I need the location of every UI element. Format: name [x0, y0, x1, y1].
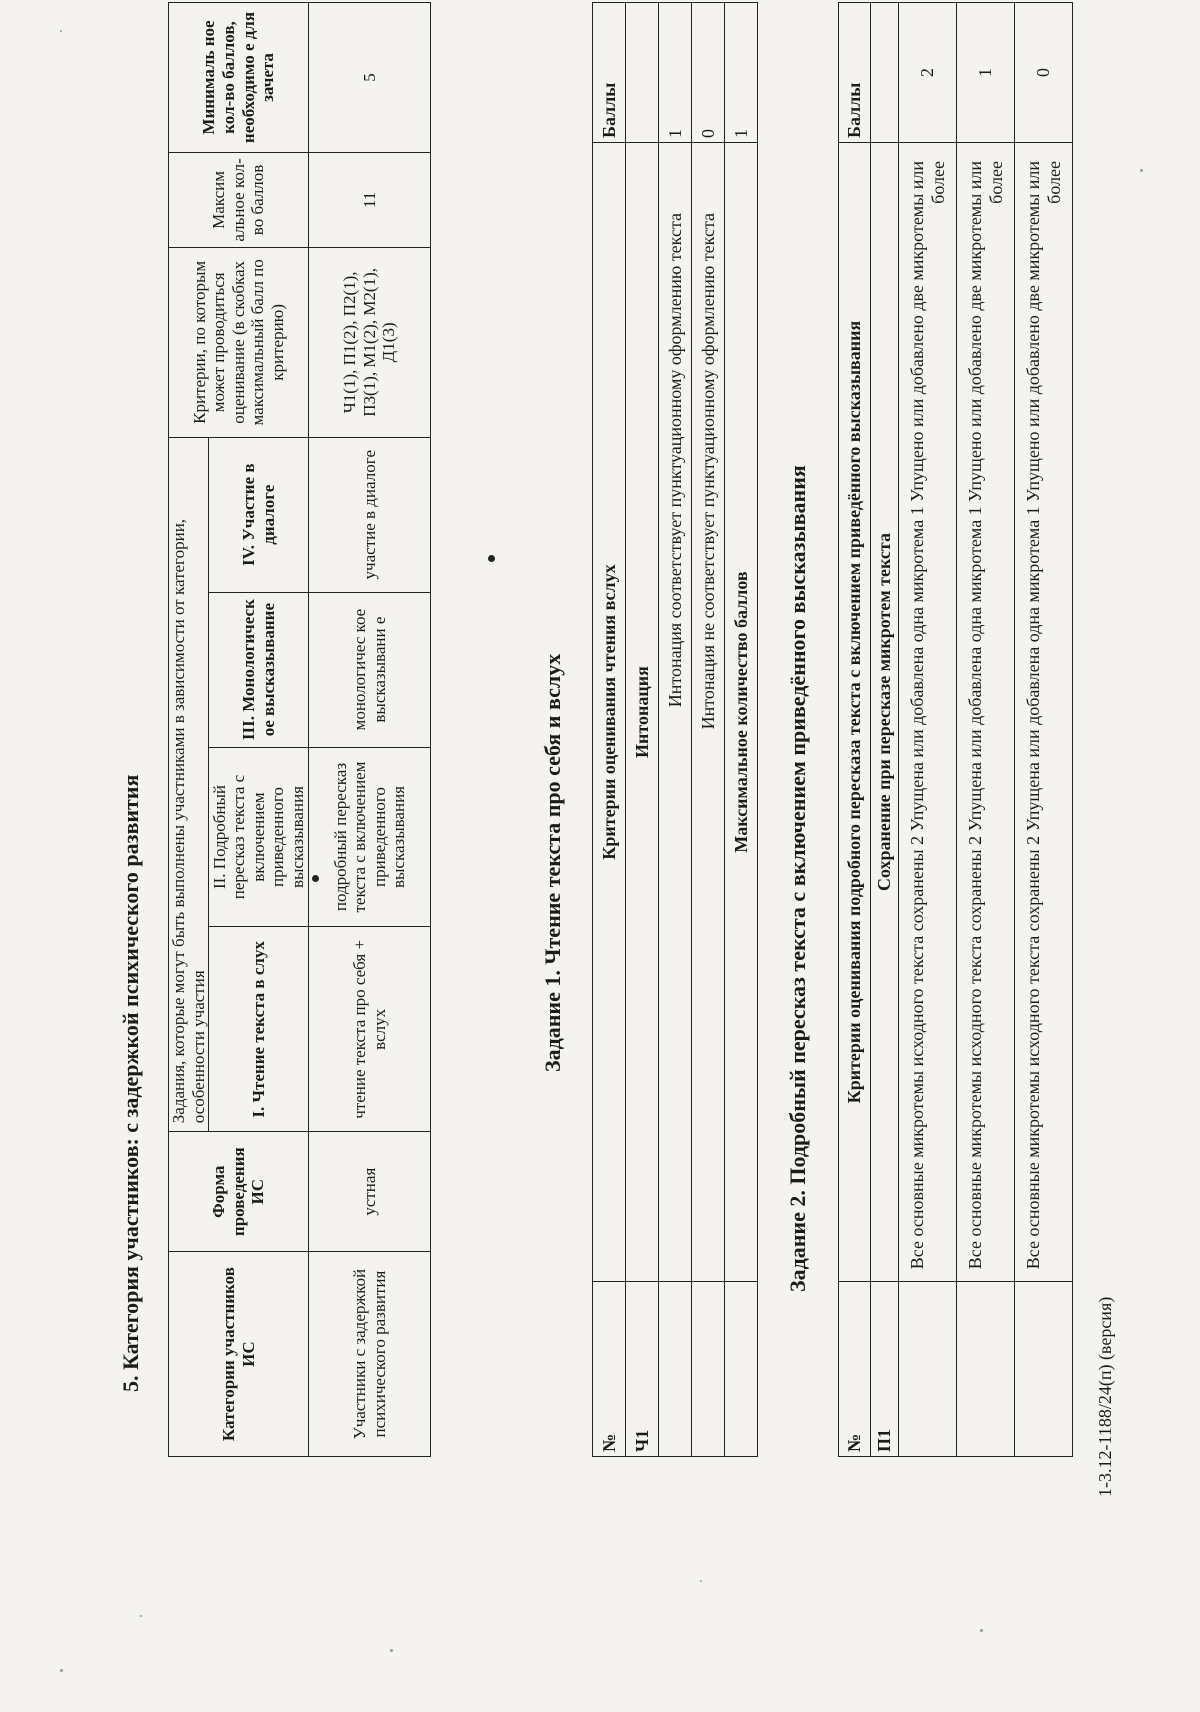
criterion-group-points	[871, 3, 899, 143]
criterion-group-points	[626, 3, 659, 143]
criterion-group: Сохранение при пересказе микротем текста	[871, 142, 899, 1281]
header-tasks: Задания, которые могут быть выполнены участниками в зависимости от категории, особенности участия	[169, 437, 209, 1131]
cell-criteria: Ч1(1), П1(2), П2(1), П3(1), М1(2), М2(1), Д1(3)	[309, 247, 431, 437]
header-criteria: Критерии оценивания подробного пересказа текста с включением приведённого высказывания	[839, 142, 871, 1281]
scan-speck	[60, 1669, 63, 1672]
row-empty-no	[692, 1282, 725, 1457]
header-task1: I. Чтение текста в слух	[209, 927, 309, 1132]
scan-speck	[312, 875, 319, 882]
cell-min: 5	[309, 3, 431, 153]
criterion-code: Ч1	[626, 1282, 659, 1457]
max-points-value: 1	[725, 3, 758, 143]
cell-category: Участники с задержкой психического развития	[309, 1252, 431, 1457]
section-title: 5. Категория участников: с задержкой психического развития	[118, 774, 143, 1392]
row-empty-no	[659, 1282, 692, 1457]
footer-code: 1-3.12-1188/24(п) (версия)	[1095, 1296, 1115, 1497]
scan-speck	[1140, 169, 1143, 172]
row-empty-no	[1015, 1282, 1073, 1457]
header-points: Баллы	[593, 3, 626, 143]
criterion-row: Все основные микротемы исходного текста сохранены 2 Упущена или добавлена одна микротема 1 Упущено или добавлено две микротемы или более	[1015, 142, 1073, 1281]
criterion-row: Все основные микротемы исходного текста сохранены 2 Упущена или добавлена одна микротема 1 Упущено или добавлено две микротемы или более	[899, 142, 957, 1281]
cell-task4: участие в диалоге	[309, 437, 431, 592]
criterion-row: Интонация соответствует пунктуационному оформлению текста	[659, 142, 692, 1281]
header-min: Минималь ное кол-во баллов, необходимо е для зачета	[169, 3, 309, 153]
row-empty-no	[957, 1282, 1015, 1457]
header-task2: II. Подробный пересказ текста с включением приведенного высказывания	[209, 747, 309, 927]
criterion-points: 1	[659, 3, 692, 143]
header-task4: IV. Участие в диалоге	[209, 437, 309, 592]
header-no: №	[839, 1282, 871, 1457]
criterion-group: Интонация	[626, 142, 659, 1281]
cell-task1: чтение текста про себя + вслух	[309, 927, 431, 1132]
cell-form: устная	[309, 1132, 431, 1252]
retelling-criteria-table	[838, 2, 1073, 1457]
scan-speck	[980, 1629, 983, 1632]
criterion-points: 2	[899, 3, 957, 143]
task1-title: Задание 1. Чтение текста про себя и вслух	[540, 653, 565, 1072]
header-no: №	[593, 1282, 626, 1457]
scan-speck	[140, 1615, 142, 1617]
criterion-code: П1	[871, 1282, 899, 1457]
criterion-points: 1	[957, 3, 1015, 143]
row-empty-no	[725, 1282, 758, 1457]
scan-speck	[390, 1649, 393, 1652]
header-points: Баллы	[839, 3, 871, 143]
max-points-label: Максимальное количество баллов	[725, 142, 758, 1281]
header-task3: III. Монологическ ое высказывание	[209, 592, 309, 747]
criterion-points: 0	[692, 3, 725, 143]
criterion-row: Все основные микротемы исходного текста сохранены 2 Упущена или добавлена одна микротема 1 Упущено или добавлено две микротемы или более	[957, 142, 1015, 1281]
scan-speck	[60, 30, 62, 32]
task2-title: Задание 2. Подробный пересказ текста с включением приведённого высказывания	[785, 465, 810, 1292]
header-criteria: Критерии оценивания чтения вслух	[593, 142, 626, 1281]
header-max: Максим альное кол-во баллов	[169, 152, 309, 247]
header-category: Категории участников ИС	[169, 1252, 309, 1457]
header-form: Форма проведения ИС	[169, 1132, 309, 1252]
cell-max: 11	[309, 152, 431, 247]
category-table	[168, 2, 431, 1457]
row-empty-no	[899, 1282, 957, 1457]
header-criteria: Критерии, по которым может проводиться оценивание (в скобках максимальный балл по критерию)	[169, 247, 309, 437]
criterion-row: Интонация не соответствует пунктуационному оформлению текста	[692, 142, 725, 1281]
scan-speck	[488, 555, 495, 562]
scan-speck	[700, 1580, 702, 1582]
cell-task2: подробный пересказ текста с включением приведенного высказывания	[309, 747, 431, 927]
cell-task3: монологичес кое высказывани е	[309, 592, 431, 747]
reading-criteria-table	[592, 2, 758, 1457]
criterion-points: 0	[1015, 3, 1073, 143]
